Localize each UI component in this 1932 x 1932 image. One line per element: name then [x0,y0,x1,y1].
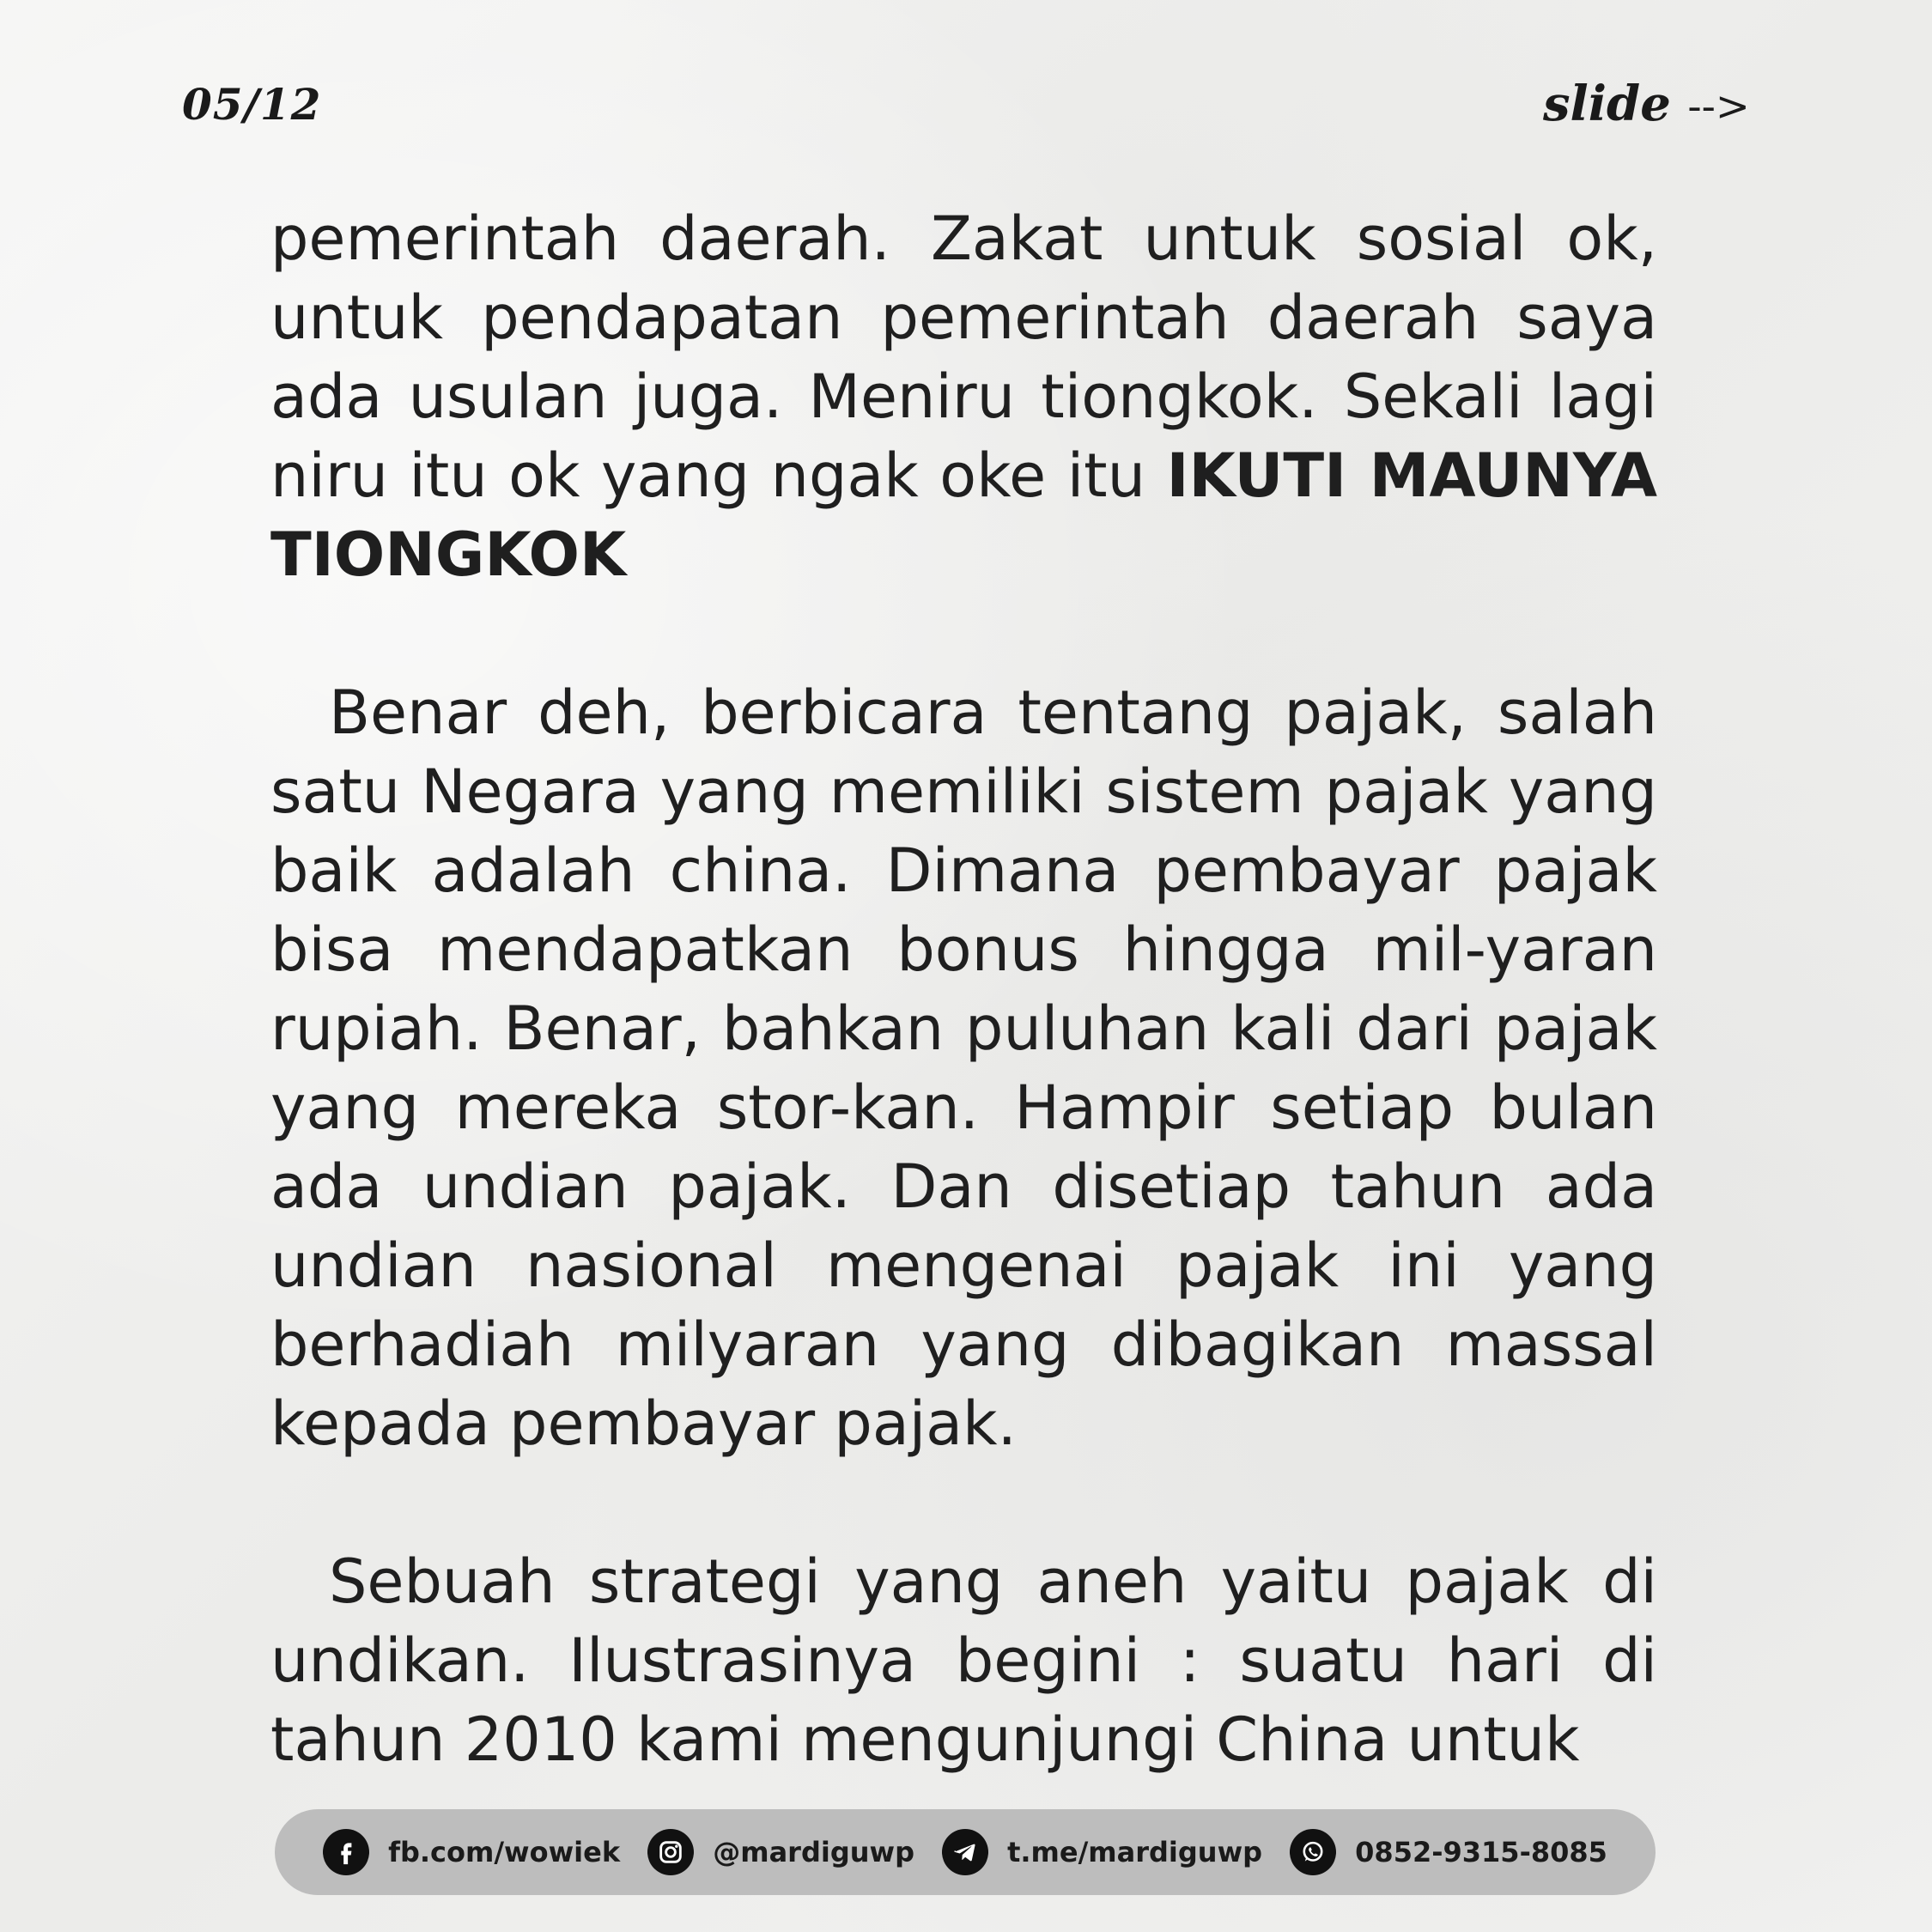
slide-arrow: --> [1687,82,1750,131]
paragraph-1-bold: IKUTI MAUNYA TIONGKOK [270,440,1657,590]
contact-facebook[interactable] [323,1829,620,1875]
instagram-icon [647,1829,694,1875]
paragraph-1 [270,199,1657,594]
telegram-label: t.me/mardiguwp [1007,1836,1263,1868]
slide-hint-label: slide [1542,76,1671,132]
article-body [270,199,1657,1779]
facebook-label: fb.com/wowiek [388,1836,621,1868]
page-number: 05/12 [182,79,322,130]
contact-footer [275,1809,1656,1895]
contact-whatsapp[interactable] [1290,1829,1607,1875]
paragraph-2: Benar deh, berbicara tentang pajak, salah satu Negara yang memiliki sistem pajak yang baik adalah china. Dimana pembayar pajak bisa mendapatkan bonus hingga mil-yaran rupiah. Benar, bahkan puluhan kali dari pajak yang mereka stor-kan. Hampir setiap bulan ada undian pajak. Dan disetiap tahun ada undian nasional mengenai pajak ini yang berhadiah milyaran yang dibagikan massal kepada pembayar pajak. [270,677,1657,1459]
telegram-icon [942,1829,988,1875]
paragraph-1-text: pemerintah daerah. Zakat untuk sosial ok, untuk pendapatan pemerintah daerah saya ada usulan juga. Meniru tiongkok. Sekali lagi niru itu ok yang ngak oke itu [270,204,1657,511]
facebook-icon [323,1829,369,1875]
instagram-label: @mardiguwp [713,1836,914,1868]
paragraph-3: Sebuah strategi yang aneh yaitu pajak di undikan. Ilustrasinya begini : suatu hari di tahun 2010 kami mengunjungi China untuk [270,1546,1657,1775]
whatsapp-label: 0852-9315-8085 [1355,1836,1607,1868]
contact-telegram[interactable] [942,1829,1262,1875]
contact-instagram[interactable] [647,1829,914,1875]
slide-hint[interactable] [1543,76,1750,132]
whatsapp-icon [1290,1829,1336,1875]
